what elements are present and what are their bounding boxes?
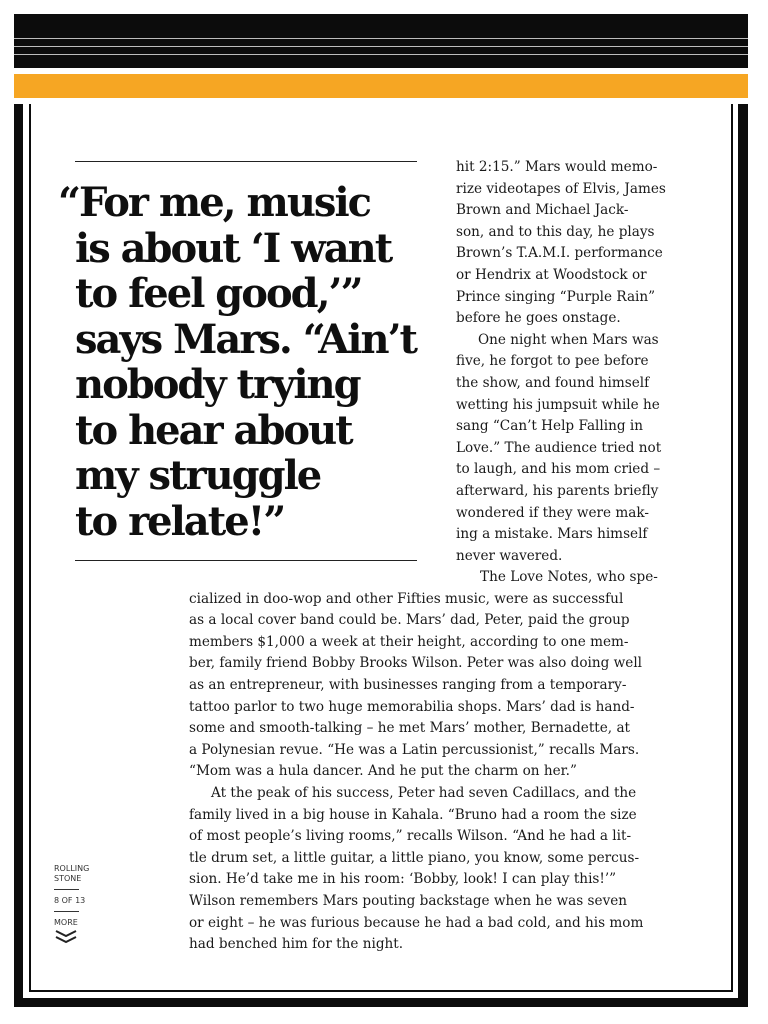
pull-quote [58,180,438,544]
pull-quote-line: says Mars. “Ain’t [75,315,416,363]
article-line: Brown’s T.A.M.I. performance [456,245,663,262]
pull-quote-line: my struggle [75,452,321,499]
article-line: tle drum set, a little guitar, a little piano, you know, some percus- [189,849,640,866]
article-line: members $1,000 a week at their height, according to one mem- [189,633,629,650]
page-frame-bottom-inner [29,990,733,992]
sidebar-divider [54,911,79,912]
article-line: sion. He’d take me in his room: ‘Bobby, look! I can play this!’” [189,871,617,888]
article-line: before he goes onstage. [456,310,621,327]
article-line: ber, family friend Bobby Brooks Wilson. Peter was also doing well [189,655,643,672]
article-line: Brown and Michael Jack- [456,202,629,219]
header-bar [14,14,748,68]
pull-quote-line: is about ‘I want [75,224,392,272]
article-line: rize videotapes of Elvis, James [456,180,666,197]
article-line: sang “Can’t Help Falling in [456,418,643,435]
article-column-wide [189,567,667,956]
article-column-narrow [456,157,668,567]
pull-quote-line: to feel good,’” [75,270,362,317]
page-frame-bottom [14,998,748,1007]
article-line: One night when Mars was [478,331,659,348]
article-line: “Mom was a hula dancer. And he put the charm on her.” [189,763,577,780]
pull-quote-line: nobody trying [75,361,360,408]
accent-bar [14,74,748,98]
page-frame-left [14,104,23,1007]
article-line: Love.” The audience tried not [456,439,662,456]
article-line: or Hendrix at Woodstock or [456,266,647,283]
more-label: MORE [54,918,78,927]
double-chevron-down-icon [54,930,78,944]
pull-quote-line: “For me, music [58,179,370,226]
article-line: afterward, his parents briefly [456,482,659,499]
article-line: son, and to this day, he plays [456,223,655,240]
article-line: Wilson remembers Mars pouting backstage when he was seven [189,892,628,909]
article-line: had benched him for the night. [189,936,404,953]
pull-quote-line: to relate!” [75,497,285,545]
article-line: At the peak of his success, Peter had seven Cadillacs, and the [211,784,637,801]
article-line: Prince singing “Purple Rain” [456,288,656,305]
article-line: never wavered. [456,547,563,564]
article-line: wondered if they were mak- [456,504,649,521]
article-line: wetting his jumpsuit while he [456,396,660,413]
page-navigation-sidebar [54,864,96,944]
more-button[interactable] [54,918,96,944]
article-line: cialized in doo-wop and other Fifties music, were as successful [189,590,624,607]
pull-quote-rule-top [75,161,417,162]
publication-name: ROLLING STONE [54,864,90,883]
sidebar-divider [54,889,79,890]
article-line: The Love Notes, who spe- [480,569,658,585]
article-line: as a local cover band could be. Mars’ dad, Peter, paid the group [189,612,630,629]
article-line: as an entrepreneur, with businesses ranging from a temporary- [189,676,627,693]
page-frame-right [738,104,748,1007]
header-stripe [14,54,748,55]
pull-quote-line: to hear about [75,406,352,454]
article-line: five, he forgot to pee before [456,353,649,370]
article-line: a Polynesian revue. “He was a Latin percussionist,” recalls Mars. [189,741,640,758]
header-stripe [14,46,748,47]
article-line: tattoo parlor to two huge memorabilia shops. Mars’ dad is hand- [189,698,635,715]
header-stripe [14,38,748,39]
pull-quote-rule-bottom [75,560,417,561]
page-frame-right-inner [731,104,733,992]
article-line: family lived in a big house in Kahala. “Bruno had a room the size [189,806,637,823]
article-line: ing a mistake. Mars himself [456,526,648,543]
article-line: the show, and found himself [456,374,650,391]
article-line: of most people’s living rooms,” recalls Wilson. “And he had a lit- [189,828,632,845]
article-line: some and smooth-talking – he met Mars’ mother, Bernadette, at [189,720,631,737]
article-line: to laugh, and his mom cried – [456,461,661,478]
article-line: or eight – he was furious because he had a bad cold, and his mom [189,914,644,931]
article-line: hit 2:15.” Mars would memo- [456,159,658,175]
page-frame-left-inner [29,104,31,992]
page-indicator: 8 OF 13 [54,896,86,905]
